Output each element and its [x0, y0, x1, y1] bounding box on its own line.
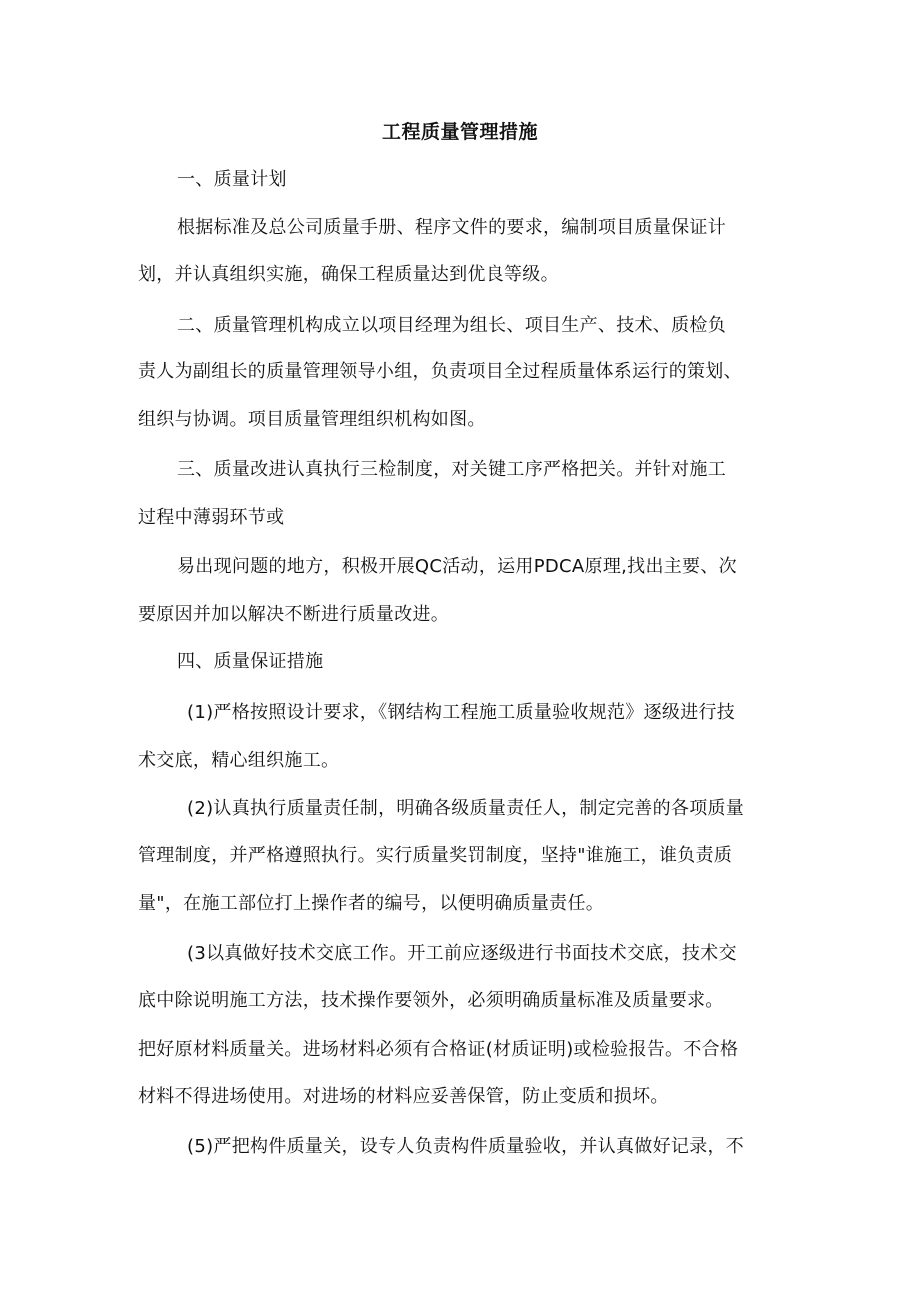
paragraph-line: 过程中薄弱环节或 — [138, 507, 285, 528]
paragraph-line: 根据标准及总公司质量手册、程序文件的要求，编制项目质量保证计 — [177, 217, 726, 238]
paragraph-line: 责人为副组长的质量管理领导小组，负责项目全过程质量体系运行的策划、 — [138, 361, 742, 382]
section-heading-quality-plan: 一、质量计划 — [177, 169, 287, 190]
paragraph-line: 三、质量改进认真执行三检制度，对关键工序严格把关。并针对施工 — [177, 459, 726, 480]
paragraph-line: 把好原材料质量关。进场材料必须有合格证(材质证明)或检验报告。不合格 — [138, 1039, 739, 1060]
paragraph-line: 管理制度，并严格遵照执行。实行质量奖罚制度，坚持"谁施工，谁负责质 — [138, 845, 733, 866]
paragraph-line: 划，并认真组织实施，确保工程质量达到优良等级。 — [138, 264, 559, 285]
paragraph-line: 材料不得进场使用。对进场的材料应妥善保管，防止变质和损坏。 — [138, 1086, 669, 1107]
section-heading-quality-assurance: 四、质量保证措施 — [177, 651, 324, 672]
paragraph-line: 易出现问题的地方，积极开展QC活动，运用PDCA原理,找出主要、次 — [177, 556, 737, 577]
paragraph-line: (5)严把构件质量关，设专人负责构件质量验收，并认真做好记录，不 — [187, 1136, 745, 1157]
paragraph-line: 底中除说明施工方法，技术操作要领外，必须明确质量标准及质量要求。 — [138, 990, 724, 1011]
paragraph-line: 术交底，精心组织施工。 — [138, 750, 340, 771]
paragraph-line: 二、质量管理机构成立以项目经理为组长、项目生产、技术、质检负 — [177, 315, 726, 336]
paragraph-line: 要原因并加以解决不断进行质量改进。 — [138, 604, 450, 625]
paragraph-line: 组织与协调。项目质量管理组织机构如图。 — [138, 409, 486, 430]
paragraph-line: (1)严格按照设计要求，《钢结构工程施工质量验收规范》逐级进行技 — [187, 702, 736, 723]
paragraph-line: (3以真做好技术交底工作。开工前应逐级进行书面技术交底，技术交 — [187, 943, 737, 964]
paragraph-line: (2)认真执行质量责任制，明确各级质量责任人，制定完善的各项质量 — [187, 798, 745, 819]
document-title: 工程质量管理措施 — [381, 121, 538, 143]
paragraph-line: 量"，在施工部位打上操作者的编号，以便明确质量责任。 — [138, 893, 605, 914]
